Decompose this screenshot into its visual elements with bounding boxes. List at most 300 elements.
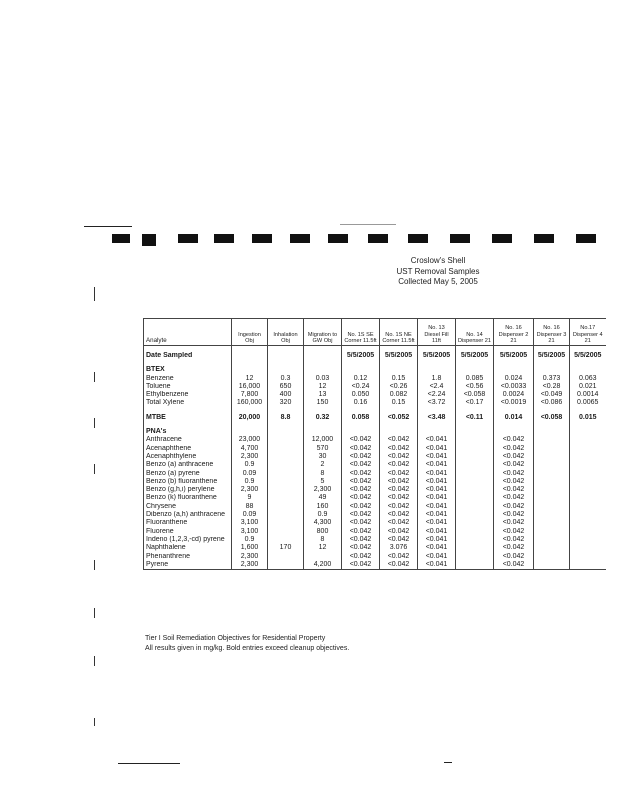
value-cell: <0.042 bbox=[380, 503, 418, 511]
value-cell bbox=[534, 528, 570, 536]
value-cell: 0.09 bbox=[232, 511, 268, 519]
value-cell bbox=[268, 536, 304, 544]
analyte-cell: Acenaphthene bbox=[144, 445, 232, 453]
table-row bbox=[144, 494, 606, 502]
scan-line bbox=[444, 762, 452, 763]
value-cell: <0.042 bbox=[380, 478, 418, 486]
value-cell bbox=[534, 445, 570, 453]
value-cell bbox=[342, 428, 380, 436]
value-cell: <0.041 bbox=[418, 536, 456, 544]
value-cell bbox=[570, 553, 606, 561]
value-cell: <0.042 bbox=[380, 461, 418, 469]
value-cell: <0.11 bbox=[456, 414, 494, 422]
value-cell bbox=[268, 486, 304, 494]
value-cell: 2,300 bbox=[232, 561, 268, 570]
analyte-cell: Benzene bbox=[144, 375, 232, 383]
value-cell bbox=[456, 428, 494, 436]
value-cell: 0.03 bbox=[304, 375, 342, 383]
value-cell: 400 bbox=[268, 391, 304, 399]
value-cell bbox=[494, 366, 534, 374]
value-cell bbox=[570, 470, 606, 478]
value-cell bbox=[268, 519, 304, 527]
value-cell: 9 bbox=[232, 494, 268, 502]
value-cell: 7,800 bbox=[232, 391, 268, 399]
scan-line bbox=[84, 226, 132, 227]
value-cell: <0.042 bbox=[494, 503, 534, 511]
value-cell: 12 bbox=[304, 544, 342, 552]
column-header: No. 13 Diesel Fill 11ft bbox=[418, 319, 456, 346]
table-row bbox=[144, 486, 606, 494]
value-cell bbox=[418, 366, 456, 374]
value-cell bbox=[456, 366, 494, 374]
value-cell: 88 bbox=[232, 503, 268, 511]
value-cell bbox=[232, 352, 268, 360]
table-row bbox=[144, 399, 606, 407]
value-cell bbox=[268, 461, 304, 469]
value-cell: <0.24 bbox=[342, 383, 380, 391]
value-cell: 4,300 bbox=[304, 519, 342, 527]
value-cell: <0.042 bbox=[342, 503, 380, 511]
value-cell: 0.0065 bbox=[570, 399, 606, 407]
value-cell: <0.042 bbox=[342, 461, 380, 469]
table-row bbox=[144, 445, 606, 453]
value-cell bbox=[268, 528, 304, 536]
analyte-cell: Fluorene bbox=[144, 528, 232, 536]
table-row bbox=[144, 528, 606, 536]
scan-margin-mark bbox=[94, 418, 95, 428]
value-cell: <0.042 bbox=[494, 553, 534, 561]
value-cell: <0.042 bbox=[380, 453, 418, 461]
value-cell bbox=[456, 470, 494, 478]
value-cell: <0.042 bbox=[380, 511, 418, 519]
value-cell bbox=[456, 553, 494, 561]
value-cell: <0.042 bbox=[494, 544, 534, 552]
value-cell: <0.041 bbox=[418, 453, 456, 461]
column-header: No. 1S SE Corner 11.5ft bbox=[342, 319, 380, 346]
value-cell bbox=[268, 366, 304, 374]
value-cell bbox=[534, 544, 570, 552]
value-cell bbox=[304, 428, 342, 436]
column-header: No.17 Dispenser 4 21 bbox=[570, 319, 606, 346]
value-cell bbox=[534, 486, 570, 494]
value-cell: <0.042 bbox=[494, 478, 534, 486]
value-cell bbox=[456, 561, 494, 570]
value-cell bbox=[380, 428, 418, 436]
value-cell bbox=[570, 366, 606, 374]
value-cell bbox=[268, 553, 304, 561]
scan-dash bbox=[328, 234, 348, 243]
value-cell: <2.4 bbox=[418, 383, 456, 391]
value-cell: <0.042 bbox=[380, 528, 418, 536]
value-cell: 160,000 bbox=[232, 399, 268, 407]
value-cell: 0.15 bbox=[380, 375, 418, 383]
analyte-cell: Anthracene bbox=[144, 436, 232, 444]
scan-dash bbox=[112, 234, 130, 243]
value-cell: 49 bbox=[304, 494, 342, 502]
value-cell: 12 bbox=[304, 383, 342, 391]
value-cell: <0.042 bbox=[342, 478, 380, 486]
value-cell: 5/5/2005 bbox=[418, 352, 456, 360]
value-cell: <0.058 bbox=[534, 414, 570, 422]
value-cell bbox=[570, 445, 606, 453]
scan-margin-mark bbox=[94, 560, 95, 570]
value-cell: 5/5/2005 bbox=[342, 352, 380, 360]
value-cell bbox=[232, 428, 268, 436]
analyte-cell: Chrysene bbox=[144, 503, 232, 511]
scan-dash bbox=[408, 234, 428, 243]
analyte-cell: Indeno (1,2,3,-cd) pyrene bbox=[144, 536, 232, 544]
value-cell: 0.3 bbox=[268, 375, 304, 383]
value-cell bbox=[570, 536, 606, 544]
value-cell bbox=[268, 453, 304, 461]
analyte-cell: Date Sampled bbox=[144, 352, 232, 360]
table-row bbox=[144, 453, 606, 461]
value-cell bbox=[534, 453, 570, 461]
value-cell: 12 bbox=[232, 375, 268, 383]
value-cell bbox=[534, 461, 570, 469]
value-cell: 0.12 bbox=[342, 375, 380, 383]
value-cell: <0.042 bbox=[380, 486, 418, 494]
value-cell: 0.021 bbox=[570, 383, 606, 391]
value-cell bbox=[570, 528, 606, 536]
value-cell bbox=[456, 461, 494, 469]
value-cell: 0.15 bbox=[380, 399, 418, 407]
value-cell: 0.024 bbox=[494, 375, 534, 383]
value-cell bbox=[268, 352, 304, 360]
value-cell bbox=[534, 366, 570, 374]
scan-dash bbox=[178, 234, 198, 243]
value-cell bbox=[570, 561, 606, 570]
value-cell bbox=[494, 428, 534, 436]
value-cell: 1.8 bbox=[418, 375, 456, 383]
column-header: Inhalation Obj bbox=[268, 319, 304, 346]
value-cell bbox=[456, 536, 494, 544]
analyte-cell: MTBE bbox=[144, 414, 232, 422]
value-cell: <0.041 bbox=[418, 470, 456, 478]
scan-margin-mark bbox=[94, 287, 95, 301]
value-cell: 5 bbox=[304, 478, 342, 486]
analyte-cell: Total Xylene bbox=[144, 399, 232, 407]
value-cell bbox=[456, 544, 494, 552]
scan-dash bbox=[576, 234, 596, 243]
analyte-cell: BTEX bbox=[144, 366, 232, 374]
value-cell: 0.082 bbox=[380, 391, 418, 399]
value-cell bbox=[268, 470, 304, 478]
scan-dash-bar bbox=[82, 234, 618, 246]
value-cell bbox=[534, 470, 570, 478]
value-cell: 5/5/2005 bbox=[494, 352, 534, 360]
value-cell: <0.041 bbox=[418, 561, 456, 570]
value-cell: <0.042 bbox=[494, 561, 534, 570]
column-header: No. 1S NE Corner 11.5ft bbox=[380, 319, 418, 346]
scan-margin-mark bbox=[94, 372, 95, 382]
value-cell: 0.063 bbox=[570, 375, 606, 383]
value-cell: <0.042 bbox=[494, 519, 534, 527]
scan-dash bbox=[492, 234, 512, 243]
value-cell bbox=[456, 503, 494, 511]
value-cell: 650 bbox=[268, 383, 304, 391]
value-cell: <0.049 bbox=[534, 391, 570, 399]
value-cell: <0.041 bbox=[418, 544, 456, 552]
value-cell: 20,000 bbox=[232, 414, 268, 422]
value-cell: <0.041 bbox=[418, 478, 456, 486]
value-cell: <0.042 bbox=[494, 511, 534, 519]
table-row bbox=[144, 383, 606, 391]
value-cell: 0.0024 bbox=[494, 391, 534, 399]
scan-dash bbox=[290, 234, 310, 243]
value-cell bbox=[304, 352, 342, 360]
value-cell bbox=[268, 478, 304, 486]
scan-margin-mark bbox=[94, 656, 95, 666]
value-cell: 8.8 bbox=[268, 414, 304, 422]
scan-dash bbox=[534, 234, 554, 243]
value-cell bbox=[304, 553, 342, 561]
value-cell: 0.09 bbox=[232, 470, 268, 478]
column-header: Ingestion Obj bbox=[232, 319, 268, 346]
scan-dash bbox=[368, 234, 388, 243]
scan-line bbox=[118, 763, 180, 764]
table-row bbox=[144, 436, 606, 444]
scan-line bbox=[340, 224, 396, 225]
scan-dash bbox=[252, 234, 272, 243]
value-cell: 2,300 bbox=[232, 486, 268, 494]
value-cell: <3.48 bbox=[418, 414, 456, 422]
value-cell: 4,200 bbox=[304, 561, 342, 570]
analyte-cell: Phenanthrene bbox=[144, 553, 232, 561]
value-cell: <0.041 bbox=[418, 528, 456, 536]
value-cell: <0.28 bbox=[534, 383, 570, 391]
value-cell: <0.041 bbox=[418, 436, 456, 444]
value-cell: <0.042 bbox=[494, 453, 534, 461]
value-cell: 0.373 bbox=[534, 375, 570, 383]
value-cell: 320 bbox=[268, 399, 304, 407]
value-cell bbox=[418, 428, 456, 436]
value-cell bbox=[534, 553, 570, 561]
value-cell: <0.042 bbox=[380, 536, 418, 544]
value-cell: <0.0033 bbox=[494, 383, 534, 391]
value-cell bbox=[570, 503, 606, 511]
value-cell bbox=[534, 478, 570, 486]
value-cell: <0.042 bbox=[494, 470, 534, 478]
table-row bbox=[144, 375, 606, 383]
value-cell: 0.058 bbox=[342, 414, 380, 422]
value-cell: <0.042 bbox=[342, 494, 380, 502]
value-cell: 170 bbox=[268, 544, 304, 552]
value-cell bbox=[268, 503, 304, 511]
value-cell bbox=[570, 494, 606, 502]
value-cell bbox=[570, 486, 606, 494]
value-cell: <0.042 bbox=[342, 561, 380, 570]
value-cell: 12,000 bbox=[304, 436, 342, 444]
table-row bbox=[144, 470, 606, 478]
title-line: Collected May 5, 2005 bbox=[398, 277, 478, 286]
column-header: No. 14 Dispenser 21 bbox=[456, 319, 494, 346]
table-row bbox=[144, 503, 606, 511]
table-body bbox=[144, 346, 606, 570]
analyte-cell: Toluene bbox=[144, 383, 232, 391]
value-cell bbox=[570, 544, 606, 552]
value-cell: 30 bbox=[304, 453, 342, 461]
value-cell: <0.042 bbox=[342, 511, 380, 519]
value-cell: <0.041 bbox=[418, 494, 456, 502]
footnotes bbox=[145, 634, 349, 654]
value-cell: 160 bbox=[304, 503, 342, 511]
value-cell bbox=[534, 519, 570, 527]
column-header: No. 16 Dispenser 2 21 bbox=[494, 319, 534, 346]
analyte-cell: Pyrene bbox=[144, 561, 232, 570]
value-cell: <0.042 bbox=[342, 486, 380, 494]
value-cell: 0.9 bbox=[232, 536, 268, 544]
value-cell: 0.085 bbox=[456, 375, 494, 383]
value-cell: <0.086 bbox=[534, 399, 570, 407]
column-header: Migration to GW Obj bbox=[304, 319, 342, 346]
value-cell: 0.32 bbox=[304, 414, 342, 422]
analyte-cell: Fluoranthene bbox=[144, 519, 232, 527]
footnote-units: All results given in mg/kg. Bold entries exceed cleanup objectives. bbox=[145, 645, 350, 652]
value-cell bbox=[268, 494, 304, 502]
value-cell bbox=[570, 461, 606, 469]
document-title bbox=[378, 256, 498, 288]
value-cell: 0.9 bbox=[232, 461, 268, 469]
value-cell: <0.042 bbox=[342, 470, 380, 478]
value-cell bbox=[268, 445, 304, 453]
table-row bbox=[144, 352, 606, 360]
value-cell: 0.0014 bbox=[570, 391, 606, 399]
value-cell bbox=[380, 366, 418, 374]
value-cell: <0.058 bbox=[456, 391, 494, 399]
value-cell: 4,700 bbox=[232, 445, 268, 453]
title-line: Croslow's Shell bbox=[410, 256, 466, 265]
value-cell bbox=[534, 561, 570, 570]
value-cell bbox=[534, 428, 570, 436]
value-cell: <0.041 bbox=[418, 445, 456, 453]
value-cell bbox=[534, 503, 570, 511]
value-cell: <0.042 bbox=[342, 536, 380, 544]
value-cell: 5/5/2005 bbox=[534, 352, 570, 360]
value-cell: 0.16 bbox=[342, 399, 380, 407]
scan-dash bbox=[214, 234, 234, 243]
title-line: UST Removal Samples bbox=[396, 266, 480, 276]
value-cell: <0.042 bbox=[342, 528, 380, 536]
value-cell bbox=[268, 511, 304, 519]
scan-margin-mark bbox=[94, 718, 95, 726]
value-cell bbox=[570, 519, 606, 527]
analyte-cell: Naphthalene bbox=[144, 544, 232, 552]
value-cell: <0.041 bbox=[418, 503, 456, 511]
table-row bbox=[144, 544, 606, 552]
value-cell bbox=[534, 536, 570, 544]
value-cell: 0.015 bbox=[570, 414, 606, 422]
scan-margin-mark bbox=[94, 608, 95, 618]
value-cell: <2.24 bbox=[418, 391, 456, 399]
value-cell: <3.72 bbox=[418, 399, 456, 407]
value-cell bbox=[456, 494, 494, 502]
value-cell: <0.042 bbox=[342, 553, 380, 561]
value-cell: <0.0019 bbox=[494, 399, 534, 407]
value-cell: <0.042 bbox=[380, 553, 418, 561]
value-cell: <0.042 bbox=[342, 445, 380, 453]
value-cell: 13 bbox=[304, 391, 342, 399]
value-cell bbox=[534, 494, 570, 502]
value-cell: <0.042 bbox=[342, 544, 380, 552]
value-cell bbox=[456, 519, 494, 527]
analyte-cell: Benzo (g,h,i) perylene bbox=[144, 486, 232, 494]
scan-dash bbox=[142, 234, 156, 246]
value-cell bbox=[268, 436, 304, 444]
value-cell bbox=[534, 436, 570, 444]
analyte-cell: PNA's bbox=[144, 428, 232, 436]
analyte-cell: Benzo (a) anthracene bbox=[144, 461, 232, 469]
value-cell bbox=[304, 366, 342, 374]
value-cell bbox=[456, 445, 494, 453]
value-cell: 16,000 bbox=[232, 383, 268, 391]
value-cell: 800 bbox=[304, 528, 342, 536]
value-cell: 8 bbox=[304, 536, 342, 544]
value-cell: <0.042 bbox=[380, 445, 418, 453]
value-cell: 570 bbox=[304, 445, 342, 453]
table-row bbox=[144, 391, 606, 399]
table-row bbox=[144, 461, 606, 469]
value-cell bbox=[534, 511, 570, 519]
column-header-analyte: Analyte bbox=[144, 319, 232, 346]
value-cell: 0.050 bbox=[342, 391, 380, 399]
value-cell: 3,100 bbox=[232, 528, 268, 536]
value-cell: <0.041 bbox=[418, 511, 456, 519]
value-cell bbox=[268, 561, 304, 570]
value-cell: 0.9 bbox=[304, 511, 342, 519]
analyte-cell: Ethylbenzene bbox=[144, 391, 232, 399]
table-row bbox=[144, 478, 606, 486]
scan-margin-mark bbox=[94, 464, 95, 474]
value-cell: 5/5/2005 bbox=[380, 352, 418, 360]
table-row bbox=[144, 428, 606, 436]
table-header-row bbox=[144, 319, 606, 346]
value-cell bbox=[570, 511, 606, 519]
scan-dash bbox=[450, 234, 470, 243]
analyte-cell: Dibenzo (a,h) anthracene bbox=[144, 511, 232, 519]
value-cell: 2,300 bbox=[232, 553, 268, 561]
value-cell: 2,300 bbox=[232, 453, 268, 461]
value-cell: 2,300 bbox=[304, 486, 342, 494]
value-cell bbox=[456, 478, 494, 486]
value-cell bbox=[570, 428, 606, 436]
value-cell bbox=[232, 366, 268, 374]
value-cell: <0.042 bbox=[494, 536, 534, 544]
results-table bbox=[143, 318, 606, 570]
value-cell: <0.042 bbox=[380, 470, 418, 478]
value-cell bbox=[456, 453, 494, 461]
value-cell: <0.042 bbox=[380, 436, 418, 444]
value-cell bbox=[268, 428, 304, 436]
value-cell bbox=[570, 478, 606, 486]
table-row bbox=[144, 511, 606, 519]
footnote-objectives: Tier I Soil Remediation Objectives for Residential Property bbox=[145, 635, 326, 642]
value-cell: 150 bbox=[304, 399, 342, 407]
value-cell: <0.042 bbox=[380, 519, 418, 527]
value-cell bbox=[570, 436, 606, 444]
value-cell: 8 bbox=[304, 470, 342, 478]
value-cell: <0.042 bbox=[380, 561, 418, 570]
value-cell bbox=[456, 486, 494, 494]
value-cell: <0.052 bbox=[380, 414, 418, 422]
table-row bbox=[144, 519, 606, 527]
value-cell: <0.041 bbox=[418, 519, 456, 527]
value-cell: <0.042 bbox=[494, 445, 534, 453]
value-cell: <0.042 bbox=[342, 453, 380, 461]
value-cell: <0.042 bbox=[494, 494, 534, 502]
value-cell: <0.041 bbox=[418, 486, 456, 494]
value-cell: 0.9 bbox=[232, 478, 268, 486]
